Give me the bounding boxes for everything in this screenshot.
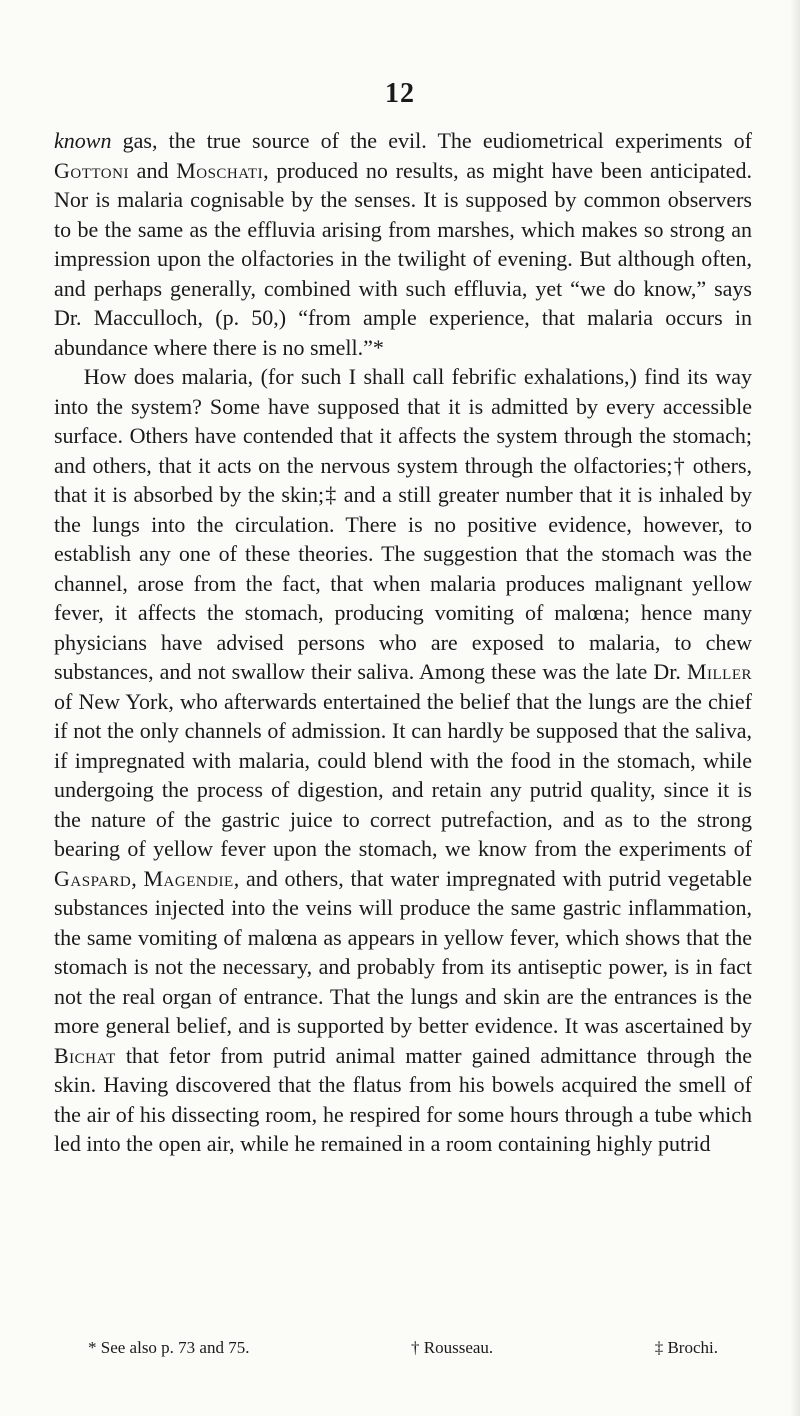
footnote-dagger: † Rousseau. [411, 1338, 494, 1357]
person-name: Miller [686, 659, 752, 684]
body-text [54, 126, 752, 1159]
text-run: , [131, 865, 144, 891]
text-run: , produced no results, as might have been anticipated. Nor is malaria cognisable by the senses. It is supposed by common observers to be the same as the effluvia arising from marshes, which makes so strong an impression upon the olfactories in the twilight of evening. But although often, and perhaps generally, combined with such effluvia, yet “we do know,” says Dr. Macculloch, (p. 50,) “from ample experience, that malaria occurs in abundance where there is no smell.”* [54, 157, 753, 360]
paragraph-1 [54, 126, 752, 362]
text-run: How does malaria, (for such I shall call febrific exhalations,) find its way into the system? Some have supposed that it is admitted by every accessible surface. Others have contended that it affects the system through the stomach; and others, that it acts on the nervous system through the olfactories;† others, that it is absorbed by the skin;‡ and a still greater number that it is inhaled by the lungs into the circulation. There is no positive evidence, however, to establish any one of these theories. The suggestion that the stomach was the channel, arose from the fact, that when malaria produces malignant yellow fever, it affects the stomach, producing vomiting of malœna; hence many physicians have advised persons who are exposed to malaria, to chew substances, and not swallow their saliva. Among these was the late Dr. [54, 364, 752, 684]
person-name: Magendie [143, 865, 234, 891]
footnote-star: * See also p. 73 and 75. [88, 1338, 250, 1357]
person-name: Bichat [54, 1042, 116, 1068]
text-run: that fetor from putrid animal matter gained admittance through the skin. Having discovered that the flatus from his bowels acquired the smell of the air of his dissecting room, he respired for some hours through a tube which led into the open air, while he remained in a room containing highly putrid [54, 1042, 752, 1156]
footnotes [54, 1338, 752, 1358]
page-number: 12 [385, 78, 415, 109]
text-run: and [128, 157, 177, 183]
italic-word: known [54, 128, 112, 153]
text-run: of New York, who afterwards entertained the belief that the lungs are the chief if not the only channels of admission. It can hardly be supposed that the saliva, if impregnated with malaria, could blend with the food in the stomach, while undergoing the process of digestion, and retain any putrid quality, since it is the nature of the gastric juice to correct putrefaction, and as to the strong bearing of yellow fever upon the stomach, we know from the experiments of [54, 688, 752, 861]
person-name: Moschati [176, 157, 264, 183]
paragraph-2 [54, 362, 752, 1159]
person-name: Gottoni [54, 157, 129, 183]
person-name: Gaspard [54, 865, 132, 891]
text-run: gas, the true source of the evil. The eudiometrical experiments of [111, 128, 752, 153]
text-run: , and others, that water impregnated with putrid vegetable substances injected into the veins will produce the same gastric inflammation, the same vomiting of malœna as appears in yellow fever, which shows that the stomach is not the necessary, and probably from its antiseptic power, is in fact not the real organ of entrance. That the lungs and skin are the entrances is the more general belief, and is supported by better evidence. It was ascertained by [54, 865, 753, 1038]
footnote-double-dagger: ‡ Brochi. [654, 1338, 718, 1357]
page-edge-shadow [790, 0, 800, 1416]
